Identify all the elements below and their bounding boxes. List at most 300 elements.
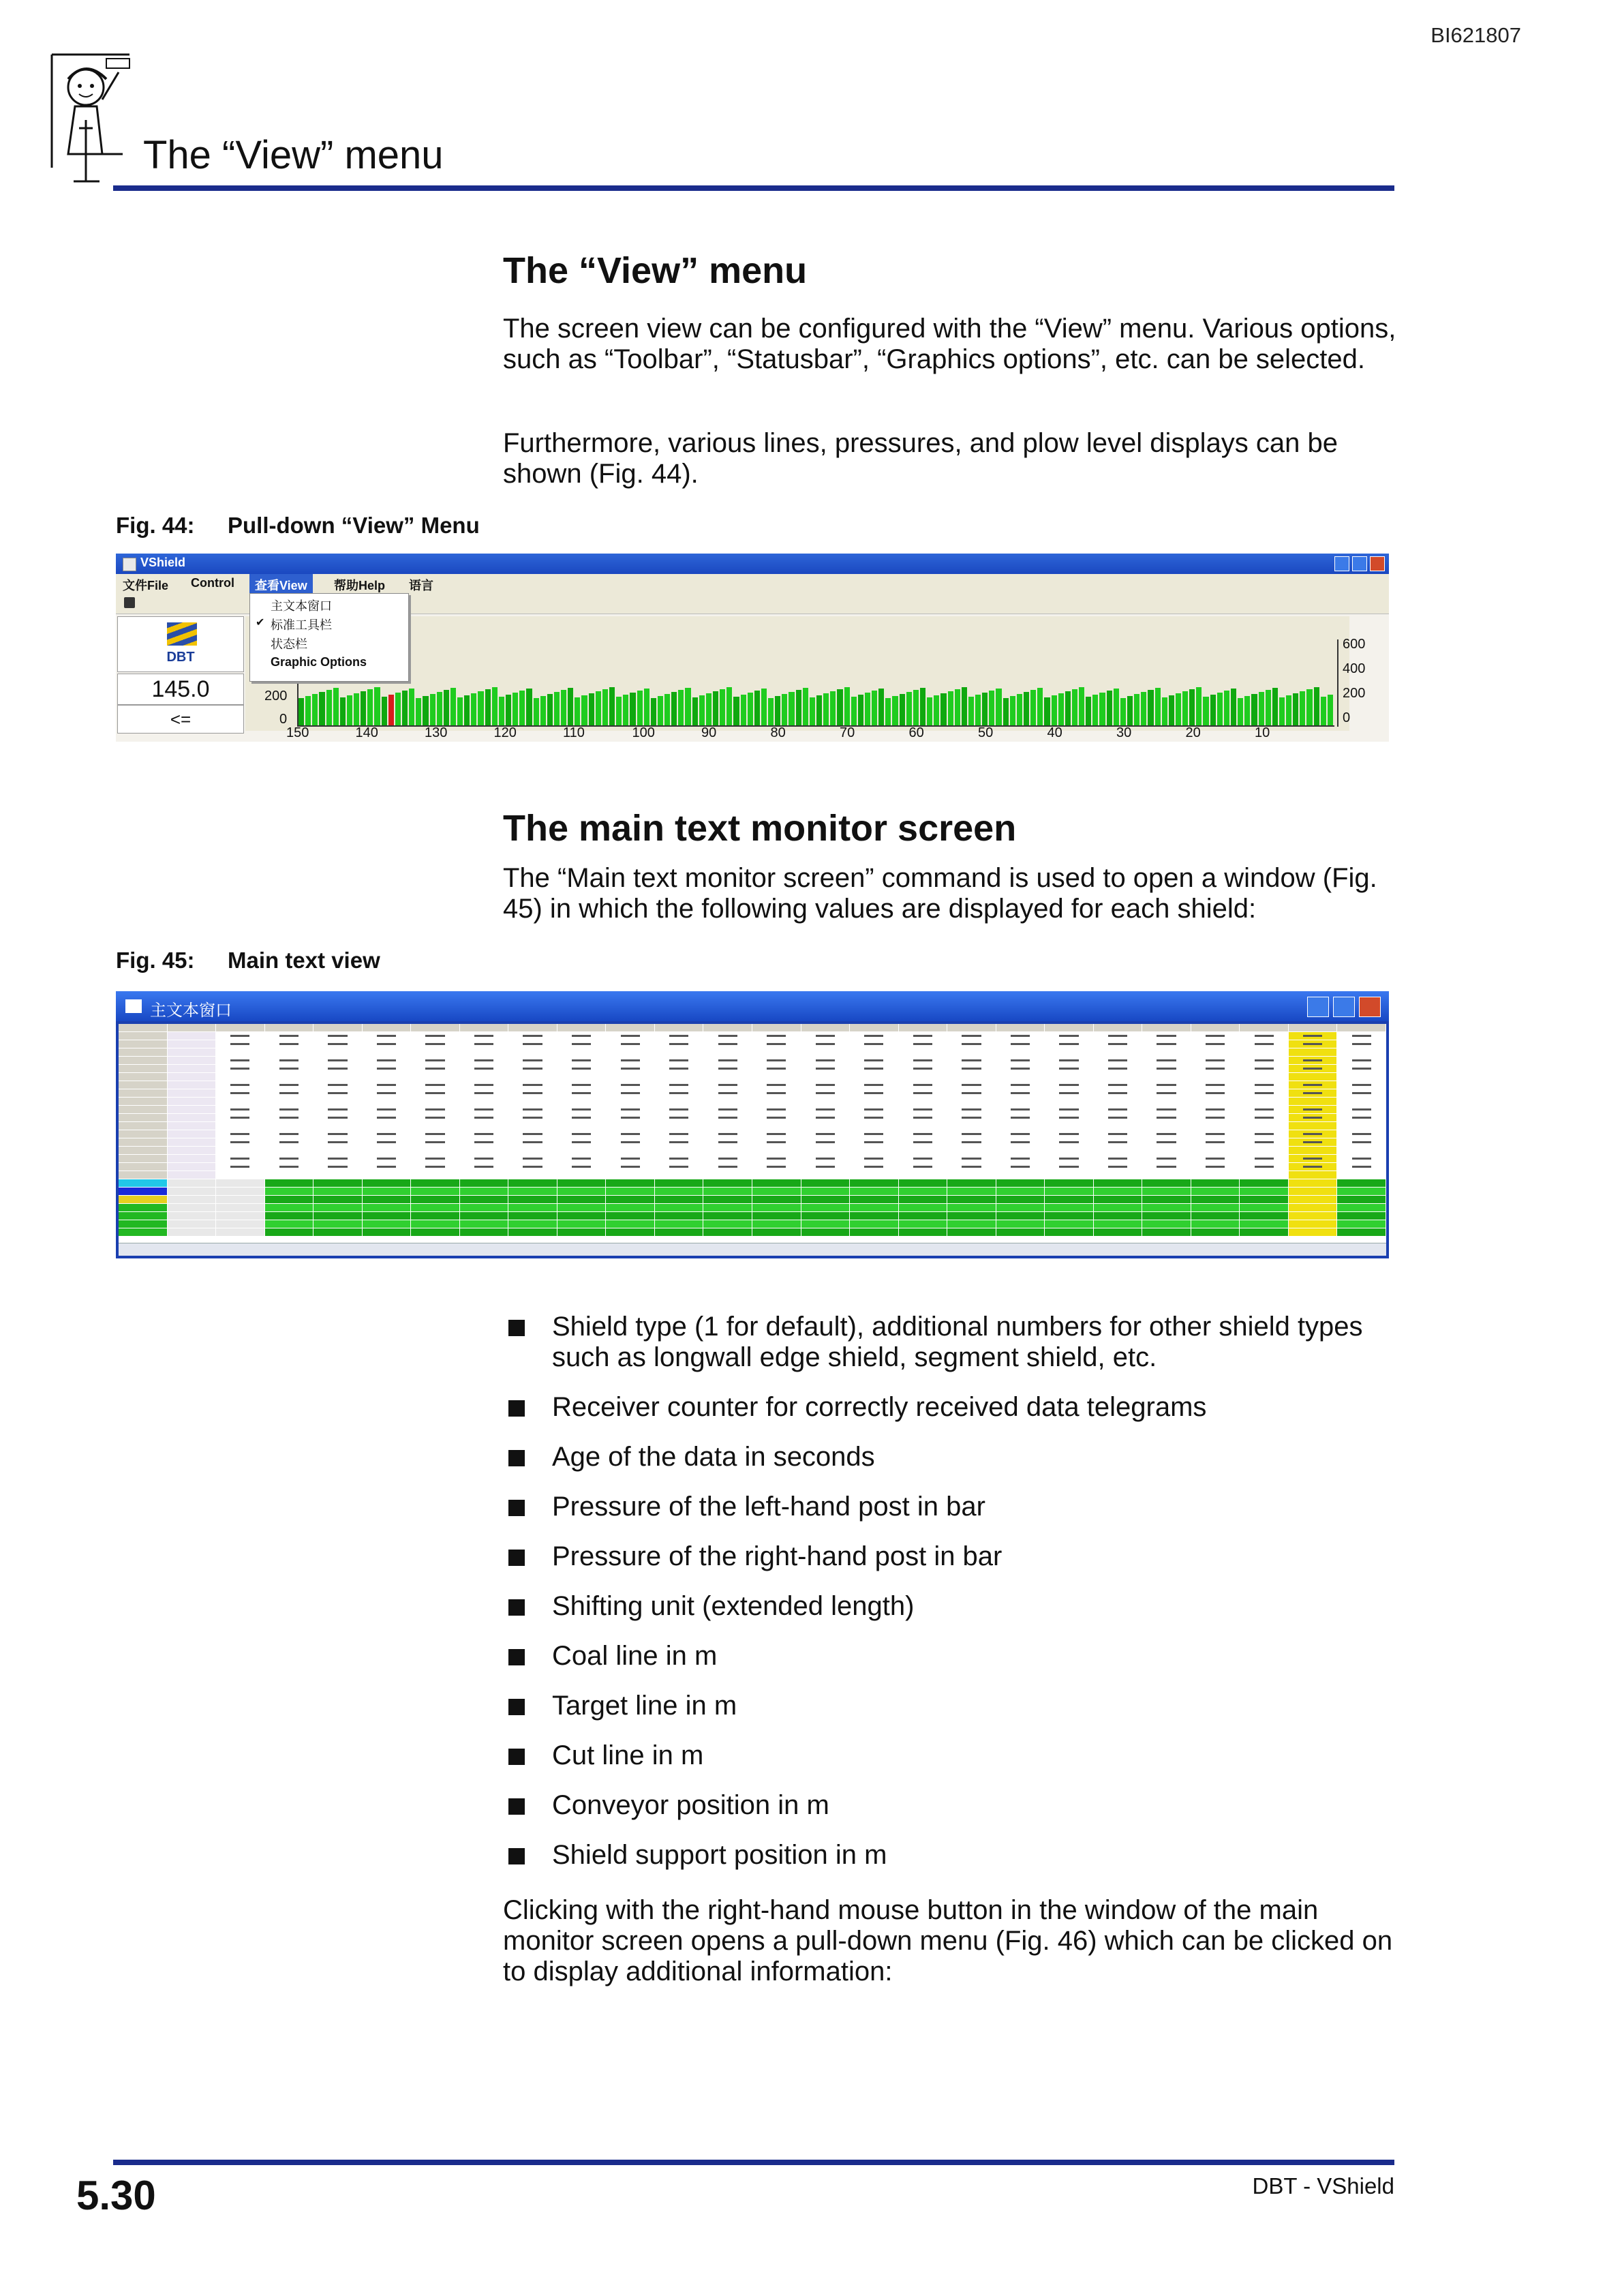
cell-value-mark [913, 1108, 932, 1111]
cell-value-mark [572, 1133, 591, 1135]
cell-value-mark [621, 1059, 640, 1061]
close-button[interactable] [1370, 556, 1385, 571]
shield-bar [644, 689, 649, 725]
shield-bar [927, 697, 932, 725]
grid-cell [1142, 1188, 1191, 1195]
cell-value-mark [1108, 1117, 1127, 1119]
grid-cell [1240, 1114, 1288, 1121]
cell-value-mark [474, 1158, 493, 1160]
grid-cell [947, 1204, 996, 1211]
cell-value-mark [767, 1084, 786, 1086]
grid-cell [168, 1228, 216, 1236]
grid-cell [119, 1220, 167, 1228]
grid-cell [947, 1114, 996, 1121]
grid-cell [752, 1098, 801, 1105]
cell-value-mark [816, 1084, 835, 1086]
grid-cell [1045, 1122, 1093, 1130]
grid-cell [508, 1089, 557, 1097]
shield-bar [1293, 693, 1298, 725]
grid-cell [899, 1081, 947, 1089]
grid-cell [557, 1204, 606, 1211]
grid-cell [508, 1228, 557, 1236]
grid-cell [557, 1163, 606, 1170]
grid-cell [703, 1098, 752, 1105]
cell-value-mark [767, 1141, 786, 1143]
shield-bar [602, 689, 608, 725]
grid-cell [752, 1114, 801, 1121]
grid-cell [411, 1171, 459, 1179]
grid-cell [508, 1147, 557, 1154]
cell-value-mark [1059, 1141, 1078, 1143]
grid-cell [1240, 1196, 1288, 1203]
grid-cell [363, 1024, 411, 1031]
grid-cell [801, 1114, 850, 1121]
right-scale-label: 0 [1343, 710, 1351, 725]
grid-cell [1142, 1228, 1191, 1236]
shield-bar [388, 695, 394, 725]
cell-value-mark [913, 1141, 932, 1143]
cell-value-mark [1108, 1092, 1127, 1094]
grid-cell [411, 1040, 459, 1048]
grid-cell [411, 1024, 459, 1031]
grid-cell [119, 1106, 167, 1113]
grid-cell [411, 1220, 459, 1228]
shield-bar [878, 689, 884, 725]
grid-cell [363, 1212, 411, 1220]
grid-cell [752, 1032, 801, 1040]
grid-cell [655, 1106, 703, 1113]
grid-cell [313, 1188, 362, 1195]
grid-cell [801, 1106, 850, 1113]
shield-bar [1107, 691, 1112, 725]
grid-cell [119, 1228, 167, 1236]
grid-cell [996, 1138, 1045, 1146]
right-scale-label: 400 [1343, 661, 1366, 676]
dropdown-item-graphic-options[interactable]: Graphic Options [271, 655, 367, 669]
shield-bar [810, 697, 815, 725]
cell-value-mark [1303, 1068, 1322, 1070]
grid-cell [168, 1106, 216, 1113]
menu-file[interactable]: 文件File [123, 579, 169, 592]
cell-value-mark [1059, 1035, 1078, 1037]
grid-cell [1337, 1048, 1386, 1056]
grid-cell [265, 1171, 313, 1179]
grid-cell [557, 1130, 606, 1138]
dropdown-item-statusbar[interactable]: 状态栏 [271, 637, 307, 651]
grid-cell [216, 1220, 264, 1228]
cell-value-mark [1303, 1117, 1322, 1119]
grid-cell [411, 1048, 459, 1056]
list-item-text: Shifting unit (extended length) [552, 1591, 915, 1621]
grid-cell [411, 1098, 459, 1105]
cell-value-mark [279, 1108, 299, 1111]
cell-value-mark [1352, 1117, 1371, 1119]
close-button[interactable] [1359, 997, 1381, 1017]
list-item [503, 1790, 1409, 1821]
cell-value-mark [1303, 1133, 1322, 1135]
cell-value-mark [962, 1133, 981, 1135]
shield-bar [367, 689, 373, 725]
grid-cell [557, 1065, 606, 1072]
grid-cell [411, 1147, 459, 1154]
grid-cell [752, 1171, 801, 1179]
shield-bar [1300, 691, 1305, 725]
cell-value-mark [767, 1043, 786, 1045]
shield-bar [340, 697, 346, 725]
cell-value-mark [669, 1108, 688, 1111]
shield-bar [299, 698, 304, 725]
grid-cell [265, 1065, 313, 1072]
header-title: The “View” menu [143, 133, 444, 177]
grid-cell [1289, 1155, 1337, 1162]
start-figure-icon [48, 52, 136, 185]
grid-cell [460, 1228, 508, 1236]
cell-value-mark [377, 1035, 396, 1037]
cell-value-mark [474, 1043, 493, 1045]
grid-cell [557, 1220, 606, 1228]
dbt-logo-icon [167, 622, 197, 646]
cell-value-mark [1352, 1043, 1371, 1045]
cell-value-mark [572, 1084, 591, 1086]
cell-value-mark [1157, 1092, 1176, 1094]
grid-cell [1094, 1024, 1142, 1031]
grid-cell [996, 1179, 1045, 1187]
grid-cell [606, 1130, 654, 1138]
cell-value-mark [377, 1117, 396, 1119]
shield-bar [816, 695, 822, 725]
grid-cell [1094, 1032, 1142, 1040]
shield-bar [1037, 688, 1043, 725]
grid-cell [119, 1138, 167, 1146]
cell-value-mark [621, 1117, 640, 1119]
bullet-square-icon [508, 1320, 525, 1336]
grid-cell [1142, 1073, 1191, 1081]
grid-cell [411, 1196, 459, 1203]
shield-bar [1321, 697, 1326, 725]
grid-cell [1289, 1024, 1337, 1031]
grid-cell [1337, 1040, 1386, 1048]
grid-cell [703, 1155, 752, 1162]
grid-cell [655, 1220, 703, 1228]
back-arrow-button[interactable]: <= [117, 705, 244, 734]
grid-cell [752, 1081, 801, 1089]
grid-cell [1337, 1073, 1386, 1081]
grid-cell [508, 1188, 557, 1195]
x-tick-label: 80 [770, 725, 786, 740]
grid-cell [996, 1057, 1045, 1064]
cell-value-mark [1011, 1092, 1030, 1094]
grid-cell [899, 1122, 947, 1130]
grid-cell [119, 1147, 167, 1154]
shield-bar [333, 688, 339, 725]
grid-cell [557, 1057, 606, 1064]
list-item-text: Shield type (1 for default), additional numbers for other shield types such as longwall edge shield, segment shield, etc. [552, 1312, 1363, 1372]
shield-bar [589, 693, 594, 725]
grid-cell [1094, 1147, 1142, 1154]
cell-value-mark [1157, 1043, 1176, 1045]
grid-cell [1045, 1048, 1093, 1056]
document-id: BI621807 [1430, 23, 1521, 47]
grid-cell [265, 1040, 313, 1048]
grid-cell [655, 1089, 703, 1097]
shield-bar [1182, 691, 1188, 725]
cell-value-mark [1303, 1043, 1322, 1045]
grid-cell [1045, 1147, 1093, 1154]
shield-bar [989, 691, 994, 725]
grid-cell [411, 1228, 459, 1236]
cell-value-mark [913, 1158, 932, 1160]
grid-cell [752, 1106, 801, 1113]
cell-value-mark [718, 1158, 737, 1160]
grid-cell [1240, 1122, 1288, 1130]
grid-cell [996, 1212, 1045, 1220]
cell-value-mark [767, 1035, 786, 1037]
grid-cell [411, 1114, 459, 1121]
shield-bar [1196, 687, 1202, 725]
cell-value-mark [864, 1043, 883, 1045]
grid-cell [216, 1106, 264, 1113]
cell-value-mark [1108, 1108, 1127, 1111]
cell-value-mark [1303, 1092, 1322, 1094]
grid-cell [703, 1188, 752, 1195]
grid-cell [460, 1196, 508, 1203]
grid-cell [460, 1138, 508, 1146]
grid-cell [801, 1130, 850, 1138]
grid-cell [1142, 1032, 1191, 1040]
grid-cell [1337, 1081, 1386, 1089]
cell-value-mark [230, 1092, 249, 1094]
grid-cell [363, 1040, 411, 1048]
grid-cell [216, 1179, 264, 1187]
grid-cell [850, 1065, 898, 1072]
cell-value-mark [864, 1141, 883, 1143]
x-axis-ticks [286, 725, 1389, 742]
cell-value-mark [523, 1092, 542, 1094]
grid-cell [265, 1147, 313, 1154]
cell-value-mark [718, 1059, 737, 1061]
grid-cell [947, 1106, 996, 1113]
grid-cell [850, 1057, 898, 1064]
menu-help[interactable]: 帮助Help [334, 579, 386, 592]
grid-cell [606, 1122, 654, 1130]
shield-bar [437, 692, 442, 725]
grid-cell [1142, 1163, 1191, 1170]
cell-value-mark [621, 1092, 640, 1094]
list-item-text: Cut line in m [552, 1740, 704, 1770]
bullet-square-icon [508, 1450, 525, 1466]
figure-caption [116, 948, 380, 973]
shield-bar [581, 695, 587, 725]
menu-view[interactable]: 查看View [249, 574, 313, 596]
grid-cell [1094, 1073, 1142, 1081]
shield-bar [609, 687, 615, 725]
shield-bar [395, 693, 401, 725]
shield-bar [575, 697, 580, 725]
cell-value-mark [1206, 1035, 1225, 1037]
cell-value-mark [1206, 1166, 1225, 1168]
grid-cell [265, 1057, 313, 1064]
grid-cell [655, 1098, 703, 1105]
grid-cell [119, 1032, 167, 1040]
cell-value-mark [816, 1092, 835, 1094]
shield-bar [664, 694, 670, 725]
cell-value-mark [1352, 1092, 1371, 1094]
shield-bar [1099, 693, 1105, 725]
grid-cell [1240, 1073, 1288, 1081]
cell-value-mark [962, 1158, 981, 1160]
grid-cell [1045, 1106, 1093, 1113]
grid-cell [655, 1138, 703, 1146]
shield-bar [1176, 693, 1181, 725]
grid-cell [996, 1220, 1045, 1228]
bullet-square-icon [508, 1400, 525, 1417]
cell-value-mark [279, 1133, 299, 1135]
grid-cell [1191, 1196, 1240, 1203]
grid-cell [850, 1196, 898, 1203]
shield-bar [892, 696, 898, 725]
grid-cell [655, 1204, 703, 1211]
grid-cell [899, 1089, 947, 1097]
logo-text: DBT [166, 650, 195, 665]
dropdown-item-main-text-window[interactable]: 主文本窗口 [271, 599, 332, 613]
cell-value-mark [1059, 1059, 1078, 1061]
grid-cell [947, 1147, 996, 1154]
shield-bar [444, 690, 449, 725]
shield-bar [1148, 690, 1153, 725]
grid-cell [1191, 1057, 1240, 1064]
x-tick-label: 30 [1116, 725, 1132, 740]
shield-bar [975, 695, 981, 725]
shield-bar [920, 688, 925, 725]
grid-cell [947, 1122, 996, 1130]
cell-value-mark [1108, 1059, 1127, 1061]
shield-bar [885, 698, 891, 725]
grid-cell [363, 1122, 411, 1130]
shield-bar [1127, 696, 1133, 725]
x-tick-label: 60 [908, 725, 924, 740]
grid-cell [1191, 1106, 1240, 1113]
grid-cell [168, 1065, 216, 1072]
maximize-button[interactable] [1333, 997, 1355, 1017]
cell-value-mark [1352, 1068, 1371, 1070]
grid-cell [460, 1122, 508, 1130]
minimize-button[interactable] [1334, 556, 1349, 571]
cell-value-mark [425, 1108, 444, 1111]
grid-cell [899, 1057, 947, 1064]
grid-cell [265, 1204, 313, 1211]
grid-cell [850, 1188, 898, 1195]
cell-value-mark [669, 1166, 688, 1168]
figure-title: Pull-down “View” Menu [228, 513, 480, 538]
grid-cell [947, 1065, 996, 1072]
list-item [503, 1442, 1409, 1472]
grid-cell [119, 1163, 167, 1170]
save-icon[interactable] [124, 597, 135, 608]
shield-bar [1251, 694, 1257, 725]
grid-cell [899, 1204, 947, 1211]
grid-cell [119, 1171, 167, 1179]
menu-control[interactable]: Control [191, 576, 234, 590]
cell-value-mark [621, 1035, 640, 1037]
dropdown-item-standard-toolbar[interactable]: 标准工具栏 [271, 618, 332, 632]
cell-value-mark [962, 1166, 981, 1168]
grid-cell [703, 1081, 752, 1089]
grid-cell [1240, 1171, 1288, 1179]
cell-value-mark [377, 1133, 396, 1135]
cell-value-mark [572, 1068, 591, 1070]
grid-cell [996, 1032, 1045, 1040]
cell-value-mark [377, 1068, 396, 1070]
grid-cell [1240, 1089, 1288, 1097]
shield-bar [1141, 692, 1146, 725]
grid-cell [1240, 1147, 1288, 1154]
shield-bar [837, 689, 842, 725]
cell-value-mark [1255, 1141, 1274, 1143]
cell-value-mark [718, 1084, 737, 1086]
grid-cell [1240, 1220, 1288, 1228]
grid-cell [752, 1040, 801, 1048]
cell-value-mark [669, 1133, 688, 1135]
closing-paragraph: Clicking with the right-hand mouse button in the window of the main monitor screen opens a pull-down menu (Fig. 46) which can be clicked on to display additional information: [503, 1895, 1393, 1987]
grid-cell [1289, 1081, 1337, 1089]
right-scale-axis [1337, 639, 1338, 727]
grid-cell [947, 1196, 996, 1203]
grid-cell [703, 1089, 752, 1097]
grid-cell [265, 1155, 313, 1162]
maximize-button[interactable] [1352, 556, 1367, 571]
grid-cell [850, 1138, 898, 1146]
grid-cell [557, 1040, 606, 1048]
grid-cell [996, 1106, 1045, 1113]
cell-value-mark [767, 1068, 786, 1070]
grid-cell [947, 1040, 996, 1048]
grid-cell [216, 1089, 264, 1097]
cell-value-mark [474, 1166, 493, 1168]
grid-cell [313, 1155, 362, 1162]
cell-value-mark [913, 1035, 932, 1037]
grid-cell [703, 1171, 752, 1179]
grid-cell [1337, 1138, 1386, 1146]
grid-cell [557, 1048, 606, 1056]
minimize-button[interactable] [1307, 997, 1329, 1017]
menu-language[interactable]: 语言 [409, 579, 433, 592]
grid-cell [1142, 1057, 1191, 1064]
grid-cell [1142, 1106, 1191, 1113]
grid-cell [1337, 1171, 1386, 1179]
shield-bar [858, 695, 863, 725]
grid-cell [216, 1098, 264, 1105]
grid-cell [1094, 1065, 1142, 1072]
grid-cell [265, 1130, 313, 1138]
shield-bar [968, 697, 974, 725]
shield-bar [900, 694, 905, 725]
cell-value-mark [279, 1084, 299, 1086]
grid-cell [703, 1220, 752, 1228]
cell-value-mark [669, 1117, 688, 1119]
cell-value-mark [1255, 1166, 1274, 1168]
grid-cell [265, 1081, 313, 1089]
grid-cell [1337, 1057, 1386, 1064]
horizontal-scrollbar[interactable] [119, 1243, 1386, 1256]
shield-bar [782, 694, 787, 725]
grid-cell [1094, 1048, 1142, 1056]
cell-value-mark [1059, 1084, 1078, 1086]
grid-cell [801, 1212, 850, 1220]
grid-cell [508, 1048, 557, 1056]
grid-cell [996, 1040, 1045, 1048]
cell-value-mark [1108, 1133, 1127, 1135]
grid-cell [899, 1196, 947, 1203]
